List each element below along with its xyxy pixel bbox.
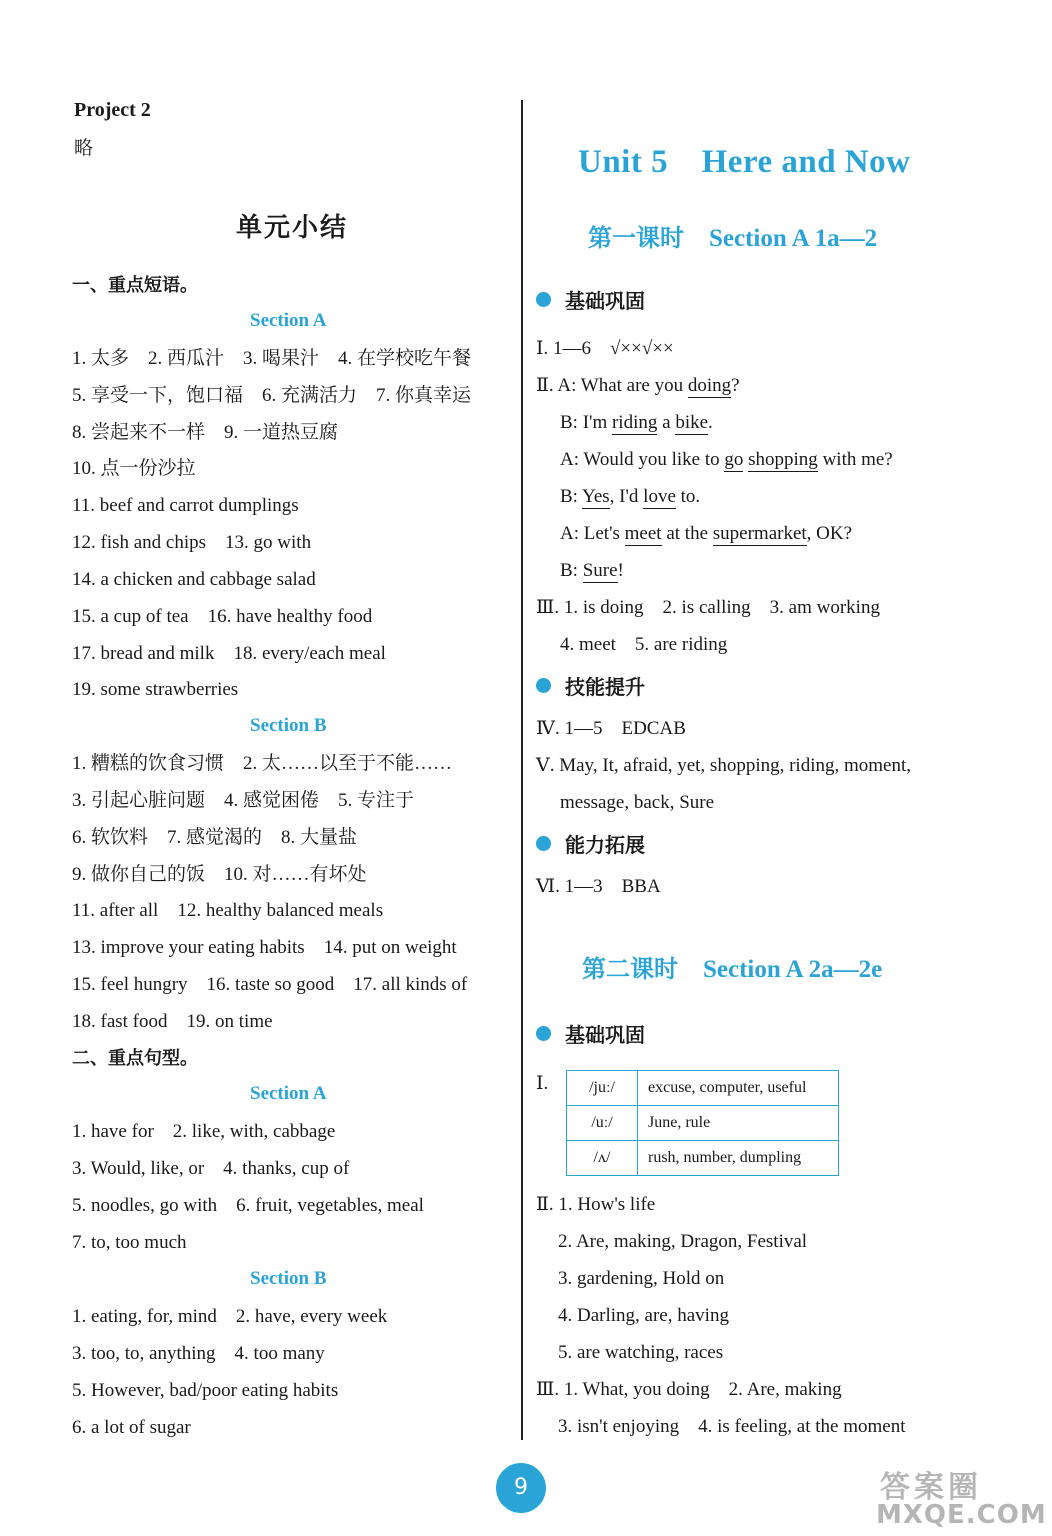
list-item: 6. 软饮料 7. 感觉渴的 8. 大量盐 <box>72 827 358 848</box>
bullet-dot-icon <box>536 836 551 851</box>
list-item: 1. 太多 2. 西瓜汁 3. 喝果汁 4. 在学校吃午餐 <box>72 348 472 369</box>
list-item: 11. beef and carrot dumplings <box>72 495 299 516</box>
answer-iii-line-2: 4. meet 5. are riding <box>560 634 728 655</box>
phonetics-table <box>566 1070 839 1176</box>
heading-key-phrases: 一、重点短语。 <box>72 275 198 296</box>
answer-vi: Ⅵ. 1—3 BBA <box>536 876 661 897</box>
part-skill <box>536 675 645 699</box>
part-label: 基础巩固 <box>565 289 645 313</box>
answer-ii-line-2: B: I'm riding a bike. <box>560 412 713 433</box>
list-item: 13. improve your eating habits 14. put on weight <box>72 937 457 958</box>
lesson-1-section: Section A 1a—2 <box>709 225 878 252</box>
section-a-label: Section A <box>250 310 327 331</box>
heading-key-sentences: 二、重点句型。 <box>72 1048 198 1069</box>
phonetic-symbol: /ʌ/ <box>567 1141 638 1176</box>
phonetic-words: June, rule <box>638 1106 839 1141</box>
list-item: 5. However, bad/poor eating habits <box>72 1380 339 1401</box>
section-b-label: Section B <box>250 715 327 736</box>
lesson-2-title <box>582 953 882 986</box>
lesson-2-section: Section A 2a—2e <box>703 956 883 983</box>
table-row <box>567 1106 839 1141</box>
list-item: 5. noodles, go with 6. fruit, vegetables, meal <box>72 1195 424 1216</box>
summary-title: 单元小结 <box>236 213 349 243</box>
list-item: 6. a lot of sugar <box>72 1417 191 1438</box>
phonetic-words: rush, number, dumpling <box>638 1141 839 1176</box>
table-row <box>567 1071 839 1106</box>
list-item: 4. Darling, are, having <box>558 1305 729 1326</box>
list-item: 5. 享受一下，饱口福 6. 充满活力 7. 你真幸运 <box>72 385 472 406</box>
unit-title: Unit 5 Here and Now <box>578 144 911 180</box>
part-label: 技能提升 <box>565 675 645 699</box>
answer-ii-line-6: B: Sure! <box>560 560 624 581</box>
list-item: 18. fast food 19. on time <box>72 1011 273 1032</box>
list-item: 17. bread and milk 18. every/each meal <box>72 643 386 664</box>
answer-iii-line-1: Ⅲ. 1. What, you doing 2. Are, making <box>536 1379 842 1400</box>
answer-ii-line-4: B: Yes, I'd love to. <box>560 486 701 507</box>
answer-iv: Ⅳ. 1—5 EDCAB <box>536 718 686 739</box>
list-item: 3. 引起心脏问题 4. 感觉困倦 5. 专注于 <box>72 790 415 811</box>
list-item: 3. too, to, anything 4. too many <box>72 1343 325 1364</box>
list-item: 5. are watching, races <box>558 1342 724 1363</box>
lesson-1-title <box>588 222 877 255</box>
list-item: 2. Are, making, Dragon, Festival <box>558 1231 808 1252</box>
answer-i-label: Ⅰ. <box>536 1073 549 1094</box>
bullet-dot-icon <box>536 1026 551 1041</box>
answer-v-line-2: message, back, Sure <box>560 792 715 813</box>
phonetic-words: excuse, computer, useful <box>638 1071 839 1106</box>
phonetic-symbol: /juː/ <box>567 1071 638 1106</box>
list-item: 10. 点一份沙拉 <box>72 458 196 479</box>
list-item: 14. a chicken and cabbage salad <box>72 569 316 590</box>
list-item: 7. to, too much <box>72 1232 187 1253</box>
answer-iii-line-2: 3. isn't enjoying 4. is feeling, at the moment <box>558 1416 906 1437</box>
watermark-text: 答案圈 <box>880 1470 982 1505</box>
list-item: 1. eating, for, mind 2. have, every week <box>72 1306 388 1327</box>
watermark-url: MXQE.COM <box>876 1500 1047 1530</box>
lesson-1-cn: 第一课时 <box>588 224 684 252</box>
bullet-dot-icon <box>536 292 551 307</box>
list-item: 19. some strawberries <box>72 679 239 700</box>
list-item: 3. Would, like, or 4. thanks, cup of <box>72 1158 350 1179</box>
part-basic-2 <box>536 1023 645 1047</box>
part-basic-1 <box>536 289 645 313</box>
answer-i: Ⅰ. 1—6 √××√×× <box>536 338 674 359</box>
answer-ii-line-1: Ⅱ. A: What are you doing? <box>536 375 740 396</box>
answer-v-line-1: Ⅴ. May, It, afraid, yet, shopping, riding, moment, <box>536 755 912 776</box>
list-item: 11. after all 12. healthy balanced meals <box>72 900 384 921</box>
section-a-label: Section A <box>250 1083 327 1104</box>
column-divider <box>521 100 523 1440</box>
list-item: 1. 糟糕的饮食习惯 2. 太……以至于不能…… <box>72 753 453 774</box>
page-number: 9 <box>496 1463 546 1513</box>
answer-ii-line-3: A: Would you like to go shopping with me? <box>560 449 893 470</box>
list-item: 15. a cup of tea 16. have healthy food <box>72 606 373 627</box>
table-row <box>567 1141 839 1176</box>
phonetic-symbol: /uː/ <box>567 1106 638 1141</box>
section-b-label: Section B <box>250 1268 327 1289</box>
bullet-dot-icon <box>536 678 551 693</box>
project-title: Project 2 <box>74 99 151 121</box>
list-item: 8. 尝起来不一样 9. 一道热豆腐 <box>72 422 339 443</box>
list-item: 12. fish and chips 13. go with <box>72 532 312 553</box>
project-note: 略 <box>74 137 94 159</box>
list-item: 3. gardening, Hold on <box>558 1268 725 1289</box>
list-item: 9. 做你自己的饭 10. 对……有坏处 <box>72 864 367 885</box>
part-label: 基础巩固 <box>565 1023 645 1047</box>
list-item: 1. have for 2. like, with, cabbage <box>72 1121 336 1142</box>
answer-iii-line-1: Ⅲ. 1. is doing 2. is calling 3. am working <box>536 597 880 618</box>
part-label: 能力拓展 <box>565 833 645 857</box>
lesson-2-cn: 第二课时 <box>582 955 678 983</box>
answer-ii-line-5: A: Let's meet at the supermarket, OK? <box>560 523 853 544</box>
list-item: 15. feel hungry 16. taste so good 17. all kinds of <box>72 974 468 995</box>
watermark-logo <box>872 1462 1047 1530</box>
part-ability <box>536 833 645 857</box>
list-item: Ⅱ. 1. How's life <box>536 1194 656 1215</box>
